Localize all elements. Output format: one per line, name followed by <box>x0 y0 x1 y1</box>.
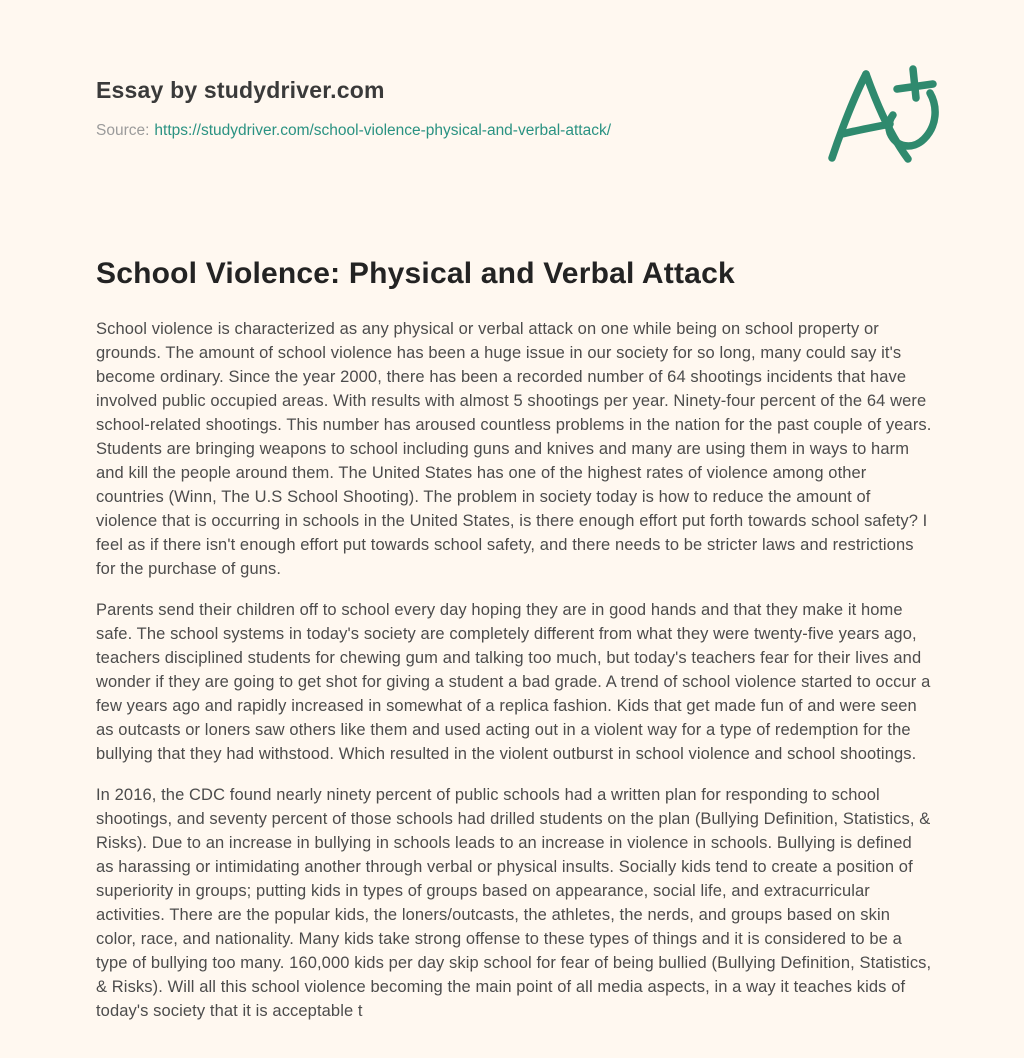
essay-paragraph-3: In 2016, the CDC found nearly ninety percent of public schools had a written plan for responding to school shootings, and seventy percent of those schools had drilled students on the plan (Bullying Definition, Statistics, & Risks). Due to an increase in bullying in schools leads to an increase in violence in schools. Bullying is defined as harassing or intimidating another through verbal or physical insults. Socially kids tend to create a position of superiority in groups; putting kids in types of groups based on appearance, social life, and extracurricular activities. There are the popular kids, the loners/outcasts, the athletes, the nerds, and groups based on skin color, race, and nationality. Many kids take strong offense to these types of things and it is considered to be a type of bullying too many. 160,000 kids per day skip school for fear of being bullied (Bullying Definition, Statistics, & Risks). Will all this school violence becoming the main point of all media aspects, in a way it teaches kids of today's society that it is acceptable t <box>96 786 932 1020</box>
essay-paragraph-2: Parents send their children off to school every day hoping they are in good hands and that they make it home safe. The school systems in today's society are completely different from what they were twenty-five years ago, teachers disciplined students for chewing gum and talking too much, but today's teachers fear for their lives and wonder if they are going to get shot for giving a student a bad grade. A trend of school violence started to occur a few years ago and rapidly increased in somewhat of a replica fashion. Kids that get made fun of and were seen as outcasts or loners saw others like them and used acting out in a violent way for a type of redemption for the bullying that they had withstood. Which resulted in the violent outburst in school violence and school shootings. <box>96 601 931 763</box>
source-row <box>96 121 930 140</box>
essay-title: School Violence: Physical and Verbal Attack <box>96 257 735 290</box>
a-plus-logo-icon <box>818 62 944 164</box>
essay-body <box>96 317 932 1023</box>
essay-paragraph-1: School violence is characterized as any physical or verbal attack on one while being on school property or grounds. The amount of school violence has been a huge issue in our society for so long, many could say it's become ordinary. Since the year 2000, there has been a recorded number of 64 shootings incidents that have involved public occupied areas. With results with almost 5 shootings per year. Ninety-four percent of the 64 were school-related shootings. This number has aroused countless problems in the nation for the past couple of years. Students are bringing weapons to school including guns and knives and many are using them in ways to harm and kill the people around them. The United States has one of the highest rates of violence among other countries (Winn, The U.S School Shooting). The problem in society today is how to reduce the amount of violence that is occurring in schools in the United States, is there enough effort put forth towards school safety? I feel as if there isn't enough effort put towards school safety, and there needs to be stricter laws and restrictions for the purchase of guns. <box>96 320 932 578</box>
page-header <box>96 76 930 140</box>
essay-byline: Essay by studydriver.com <box>96 77 385 103</box>
source-link[interactable]: https://studydriver.com/school-violence-physical-and-verbal-attack/ <box>154 122 612 139</box>
source-label: Source: <box>96 122 150 139</box>
